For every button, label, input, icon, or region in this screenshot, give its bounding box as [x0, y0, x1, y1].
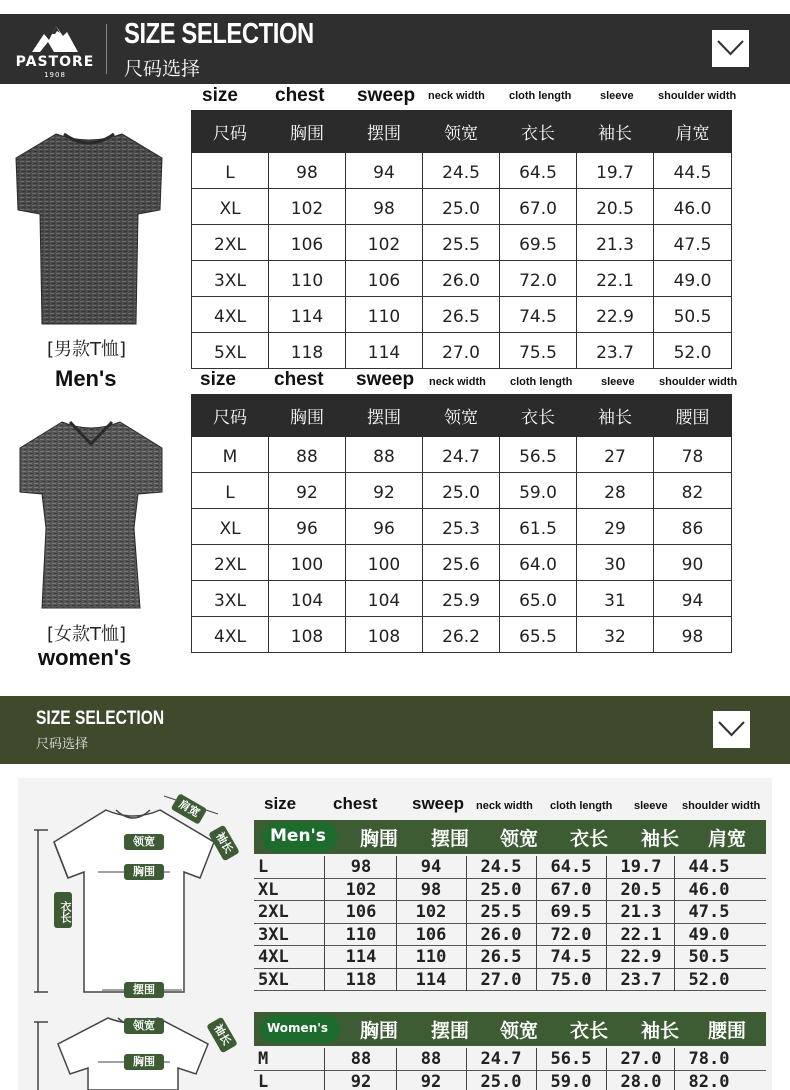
- women-header-neck: neck width: [429, 376, 486, 388]
- label-length: 衣长: [54, 892, 72, 928]
- photo-men-cell: 3XL: [258, 924, 289, 945]
- table-row: [192, 261, 732, 297]
- men-col-header: 摆围: [346, 111, 423, 153]
- table-cell: 74.5: [500, 297, 577, 333]
- table-cell: 69.5: [500, 225, 577, 261]
- photo-header-size: size: [264, 794, 297, 813]
- photo-men-cell: 22.1: [620, 924, 662, 945]
- table-cell: 118: [269, 333, 346, 369]
- table-cell: 96: [269, 509, 346, 545]
- photo-men-row: [254, 901, 766, 923]
- table-row: [192, 545, 732, 581]
- women-col-header: 胸围: [269, 395, 346, 437]
- table-cell: 29: [577, 509, 654, 545]
- table-cell: 96: [346, 509, 423, 545]
- photo-men-cell: 110: [345, 924, 377, 945]
- table-cell: L: [192, 473, 269, 509]
- table-cell: 110: [269, 261, 346, 297]
- photo-women-cell: 88: [350, 1049, 372, 1069]
- table-cell: 19.7: [577, 153, 654, 189]
- table-cell: 50.5: [654, 297, 732, 333]
- photo-men-cell: 25.0: [480, 879, 522, 900]
- women-col-header: 腰围: [654, 395, 732, 437]
- women-table-header-row: [192, 395, 732, 437]
- photo-women-cell: 24.7: [480, 1049, 522, 1069]
- table-cell: 49.0: [654, 261, 732, 297]
- photo-men-row: [254, 879, 766, 901]
- men-caption-en: Men's: [55, 366, 117, 391]
- table-cell: 25.5: [423, 225, 500, 261]
- photo-men-cell: 64.5: [550, 857, 592, 877]
- photo-women-cell: 92: [420, 1071, 442, 1090]
- table-cell: 26.2: [423, 617, 500, 653]
- grid-line: [466, 1048, 467, 1090]
- size-chart-photo: [18, 778, 772, 1090]
- men-tshirt-image: [14, 128, 164, 330]
- table-cell: 26.5: [423, 297, 500, 333]
- grid-line: [254, 990, 766, 991]
- women-tshirt-image: [16, 418, 166, 614]
- photo-women-row: [254, 1071, 766, 1090]
- table-row: [192, 617, 732, 653]
- photo-men-cell: 26.5: [480, 947, 522, 967]
- photo-women-col-header: 胸围: [359, 1020, 398, 1042]
- photo-header-shoulder: shoulder width: [682, 800, 761, 812]
- photo-header-sweep: sweep: [412, 794, 464, 813]
- photo-women-cell: 27.0: [620, 1049, 662, 1069]
- table-cell: 46.0: [654, 189, 732, 225]
- table-cell: 25.0: [423, 189, 500, 225]
- women-col-header: 袖长: [577, 395, 654, 437]
- second-expand-button[interactable]: [713, 711, 750, 748]
- women-col-header: 尺码: [192, 395, 269, 437]
- women-header-sweep: sweep: [356, 369, 415, 390]
- photo-men-cell: 67.0: [550, 879, 592, 900]
- table-row: [192, 153, 732, 189]
- table-cell: 25.3: [423, 509, 500, 545]
- table-cell: 59.0: [500, 473, 577, 509]
- photo-men-row: [254, 924, 766, 946]
- photo-men-cell: 46.0: [688, 879, 730, 900]
- men-col-header: 尺码: [192, 111, 269, 153]
- men-header-shoulder: shoulder width: [658, 90, 737, 102]
- men-col-header: 袖长: [577, 111, 654, 153]
- table-cell: 72.0: [500, 261, 577, 297]
- grid-line: [674, 856, 675, 991]
- photo-men-cell: 50.5: [688, 947, 730, 967]
- photo-men-row: [254, 946, 766, 968]
- photo-men-cell: 106: [415, 924, 447, 945]
- label-chest: 胸围: [124, 864, 164, 880]
- photo-men-cell: 106: [345, 902, 377, 922]
- table-cell: 98: [269, 153, 346, 189]
- photo-men-cell: 98: [350, 857, 372, 877]
- table-cell: 88: [269, 437, 346, 473]
- photo-men-cell: 20.5: [620, 879, 662, 900]
- expand-button[interactable]: [712, 30, 749, 67]
- second-banner-title: SIZE SELECTION: [36, 708, 165, 729]
- table-cell: 104: [346, 581, 423, 617]
- table-cell: L: [192, 153, 269, 189]
- photo-men-cell: 44.5: [688, 857, 730, 877]
- table-cell: 88: [346, 437, 423, 473]
- table-cell: XL: [192, 509, 269, 545]
- table-cell: 106: [346, 261, 423, 297]
- photo-men-cell: 52.0: [688, 969, 730, 990]
- women-header-size: size: [200, 369, 236, 390]
- men-col-header: 衣长: [500, 111, 577, 153]
- label-chest-women: 胸围: [124, 1054, 164, 1070]
- grid-line: [396, 1048, 397, 1090]
- table-cell: 44.5: [654, 153, 732, 189]
- table-cell: 22.1: [577, 261, 654, 297]
- table-cell: 5XL: [192, 333, 269, 369]
- table-cell: 28: [577, 473, 654, 509]
- label-sleeve-women: 袖长: [206, 1017, 238, 1054]
- table-cell: 21.3: [577, 225, 654, 261]
- chevron-down-icon: [716, 39, 745, 57]
- table-cell: XL: [192, 189, 269, 225]
- photo-women-cell: 28.0: [620, 1071, 662, 1090]
- table-cell: 27.0: [423, 333, 500, 369]
- table-row: [192, 333, 732, 369]
- women-col-header: 衣长: [500, 395, 577, 437]
- photo-women-col-header: 袖长: [640, 1020, 679, 1042]
- photo-men-cell: 24.5: [480, 857, 522, 877]
- photo-men-cell: L: [258, 857, 269, 877]
- photo-men-label: Men's: [270, 826, 326, 846]
- women-header-sleeve: sleeve: [601, 376, 635, 388]
- photo-women-cell: 78.0: [688, 1049, 730, 1069]
- table-row: [192, 509, 732, 545]
- label-hem: 摆围: [124, 982, 164, 998]
- photo-men-cell: 25.5: [480, 902, 522, 922]
- photo-men-cell: 2XL: [258, 902, 289, 922]
- table-row: [192, 225, 732, 261]
- photo-men-col-header: 领宽: [499, 828, 538, 850]
- table-cell: 31: [577, 581, 654, 617]
- table-cell: 23.7: [577, 333, 654, 369]
- photo-women-cell: 88: [420, 1049, 442, 1069]
- table-row: [192, 473, 732, 509]
- table-row: [192, 297, 732, 333]
- table-cell: 20.5: [577, 189, 654, 225]
- table-cell: 61.5: [500, 509, 577, 545]
- photo-men-cell: 114: [415, 969, 447, 990]
- men-header-size: size: [202, 85, 238, 106]
- table-cell: 75.5: [500, 333, 577, 369]
- table-cell: 22.9: [577, 297, 654, 333]
- photo-men-cell: 69.5: [550, 902, 592, 922]
- photo-men-cell: 21.3: [620, 902, 662, 922]
- table-cell: 90: [654, 545, 732, 581]
- photo-men-cell: 49.0: [688, 924, 730, 945]
- table-cell: 24.7: [423, 437, 500, 473]
- photo-men-col-header: 肩宽: [707, 828, 746, 850]
- photo-men-cell: 23.7: [620, 969, 662, 990]
- women-col-header: 摆围: [346, 395, 423, 437]
- table-cell: 67.0: [500, 189, 577, 225]
- photo-women-col-header: 摆围: [430, 1020, 469, 1042]
- men-header-length: cloth length: [509, 90, 572, 102]
- table-cell: 64.5: [500, 153, 577, 189]
- table-cell: 26.0: [423, 261, 500, 297]
- photo-men-cell: 114: [345, 947, 377, 967]
- label-neck: 领宽: [124, 834, 164, 850]
- photo-men-col-header: 摆围: [430, 828, 469, 850]
- men-col-header: 领宽: [423, 111, 500, 153]
- men-header-sleeve: sleeve: [600, 90, 634, 102]
- grid-line: [606, 856, 607, 991]
- women-header-chest: chest: [274, 369, 324, 390]
- photo-men-header-bar: [254, 820, 766, 854]
- photo-men-cell: 74.5: [550, 947, 592, 967]
- men-header-chest: chest: [275, 85, 325, 106]
- table-cell: 100: [346, 545, 423, 581]
- table-cell: 114: [269, 297, 346, 333]
- table-cell: 78: [654, 437, 732, 473]
- grid-line: [536, 1048, 537, 1090]
- men-measurement-diagram: [18, 778, 248, 1090]
- table-cell: 47.5: [654, 225, 732, 261]
- table-cell: 98: [654, 617, 732, 653]
- photo-header-sleeve: sleeve: [634, 800, 668, 812]
- table-cell: 102: [346, 225, 423, 261]
- table-cell: 3XL: [192, 261, 269, 297]
- women-table-body: [192, 437, 732, 653]
- photo-men-cell: 118: [345, 969, 377, 990]
- second-banner-subtitle: 尺码选择: [36, 737, 89, 752]
- women-caption-en: women's: [38, 645, 132, 670]
- photo-women-row: [254, 1048, 766, 1070]
- table-cell: 4XL: [192, 617, 269, 653]
- label-neck-women: 领宽: [124, 1018, 164, 1034]
- table-cell: 65.0: [500, 581, 577, 617]
- table-cell: 102: [269, 189, 346, 225]
- table-cell: 56.5: [500, 437, 577, 473]
- table-cell: 64.0: [500, 545, 577, 581]
- women-caption-cn: [女款T恤]: [47, 624, 127, 645]
- photo-men-col-header: 衣长: [569, 828, 608, 850]
- table-cell: 27: [577, 437, 654, 473]
- women-header-length: cloth length: [510, 376, 573, 388]
- photo-women-cell: 92: [350, 1071, 372, 1090]
- label-shoulder: 肩宽: [171, 793, 208, 825]
- table-cell: 4XL: [192, 297, 269, 333]
- photo-header-neck: neck width: [476, 800, 533, 812]
- table-row: [192, 581, 732, 617]
- table-cell: 110: [346, 297, 423, 333]
- grid-line: [324, 1048, 325, 1090]
- banner-subtitle: 尺码选择: [124, 58, 201, 80]
- photo-men-cell: 94: [420, 857, 442, 877]
- men-col-header: 胸围: [269, 111, 346, 153]
- men-header-sweep: sweep: [357, 85, 416, 106]
- logo-divider: [106, 24, 107, 74]
- photo-women-col-header: 领宽: [499, 1020, 538, 1042]
- table-cell: 92: [269, 473, 346, 509]
- photo-women-label: Women's: [267, 1021, 329, 1035]
- photo-men-cell: 47.5: [688, 902, 730, 922]
- photo-men-row: [254, 969, 766, 991]
- men-table-header-row: [192, 111, 732, 153]
- table-cell: 65.5: [500, 617, 577, 653]
- photo-men-cell: 26.0: [480, 924, 522, 945]
- grid-line: [466, 856, 467, 991]
- photo-men-col-header: 袖长: [640, 828, 679, 850]
- men-caption-cn: [男款T恤]: [47, 339, 127, 360]
- photo-men-cell: 75.0: [550, 969, 592, 990]
- table-row: [192, 437, 732, 473]
- men-header-neck: neck width: [428, 90, 485, 102]
- table-cell: 92: [346, 473, 423, 509]
- top-banner: [0, 14, 790, 84]
- table-cell: 114: [346, 333, 423, 369]
- table-cell: 94: [654, 581, 732, 617]
- photo-men-row: [254, 856, 766, 878]
- grid-line: [606, 1048, 607, 1090]
- photo-men-cell: 22.9: [620, 947, 662, 967]
- table-cell: 106: [269, 225, 346, 261]
- grid-line: [536, 856, 537, 991]
- photo-men-col-header: 胸围: [359, 828, 398, 850]
- photo-men-cell: 102: [415, 902, 447, 922]
- grid-line: [396, 856, 397, 991]
- brand-logo: [14, 18, 96, 80]
- photo-women-cell: 59.0: [550, 1071, 592, 1090]
- logo-year: 1908: [44, 71, 66, 79]
- table-cell: 3XL: [192, 581, 269, 617]
- men-size-table: [191, 110, 732, 369]
- table-cell: 2XL: [192, 545, 269, 581]
- photo-header-chest: chest: [333, 794, 378, 813]
- photo-men-cell: 4XL: [258, 947, 289, 967]
- table-cell: 2XL: [192, 225, 269, 261]
- table-cell: M: [192, 437, 269, 473]
- table-cell: 94: [346, 153, 423, 189]
- photo-women-col-header: 衣长: [569, 1020, 608, 1042]
- table-cell: 104: [269, 581, 346, 617]
- photo-women-cell: 56.5: [550, 1049, 592, 1069]
- photo-men-cell: 102: [345, 879, 377, 900]
- table-cell: 25.0: [423, 473, 500, 509]
- table-cell: 32: [577, 617, 654, 653]
- photo-women-cell: 82.0: [688, 1071, 730, 1090]
- photo-header-length: cloth length: [550, 800, 613, 812]
- photo-men-cell: XL: [258, 879, 279, 900]
- second-banner: [0, 696, 790, 764]
- table-cell: 30: [577, 545, 654, 581]
- grid-line: [324, 856, 325, 991]
- table-cell: 108: [269, 617, 346, 653]
- logo-wordmark: PASTORE: [15, 54, 95, 70]
- table-cell: 82: [654, 473, 732, 509]
- photo-men-cell: 110: [415, 947, 447, 967]
- table-cell: 100: [269, 545, 346, 581]
- photo-women-col-header: 腰围: [707, 1020, 746, 1042]
- photo-men-cell: 98: [420, 879, 442, 900]
- table-cell: 108: [346, 617, 423, 653]
- men-col-header: 肩宽: [654, 111, 732, 153]
- photo-men-cell: 19.7: [620, 857, 662, 877]
- photo-women-cell: 25.0: [480, 1071, 522, 1090]
- mountain-logo-icon: [30, 20, 80, 54]
- table-cell: 98: [346, 189, 423, 225]
- women-header-shoulder: shoulder width: [659, 376, 738, 388]
- table-cell: 24.5: [423, 153, 500, 189]
- women-size-table: [191, 394, 732, 653]
- table-cell: 52.0: [654, 333, 732, 369]
- table-row: [192, 189, 732, 225]
- table-cell: 86: [654, 509, 732, 545]
- photo-men-cell: 72.0: [550, 924, 592, 945]
- men-table-body: [192, 153, 732, 369]
- photo-men-cell: 5XL: [258, 969, 289, 990]
- photo-women-header-bar: [254, 1012, 766, 1046]
- grid-line: [674, 1048, 675, 1090]
- banner-title: SIZE SELECTION: [124, 18, 314, 50]
- label-sleeve: 袖长: [208, 825, 240, 862]
- table-cell: 25.6: [423, 545, 500, 581]
- photo-women-cell: L: [258, 1071, 269, 1090]
- table-cell: 25.9: [423, 581, 500, 617]
- photo-women-cell: M: [258, 1049, 269, 1069]
- women-col-header: 领宽: [423, 395, 500, 437]
- photo-men-cell: 27.0: [480, 969, 522, 990]
- chevron-down-icon: [717, 720, 746, 738]
